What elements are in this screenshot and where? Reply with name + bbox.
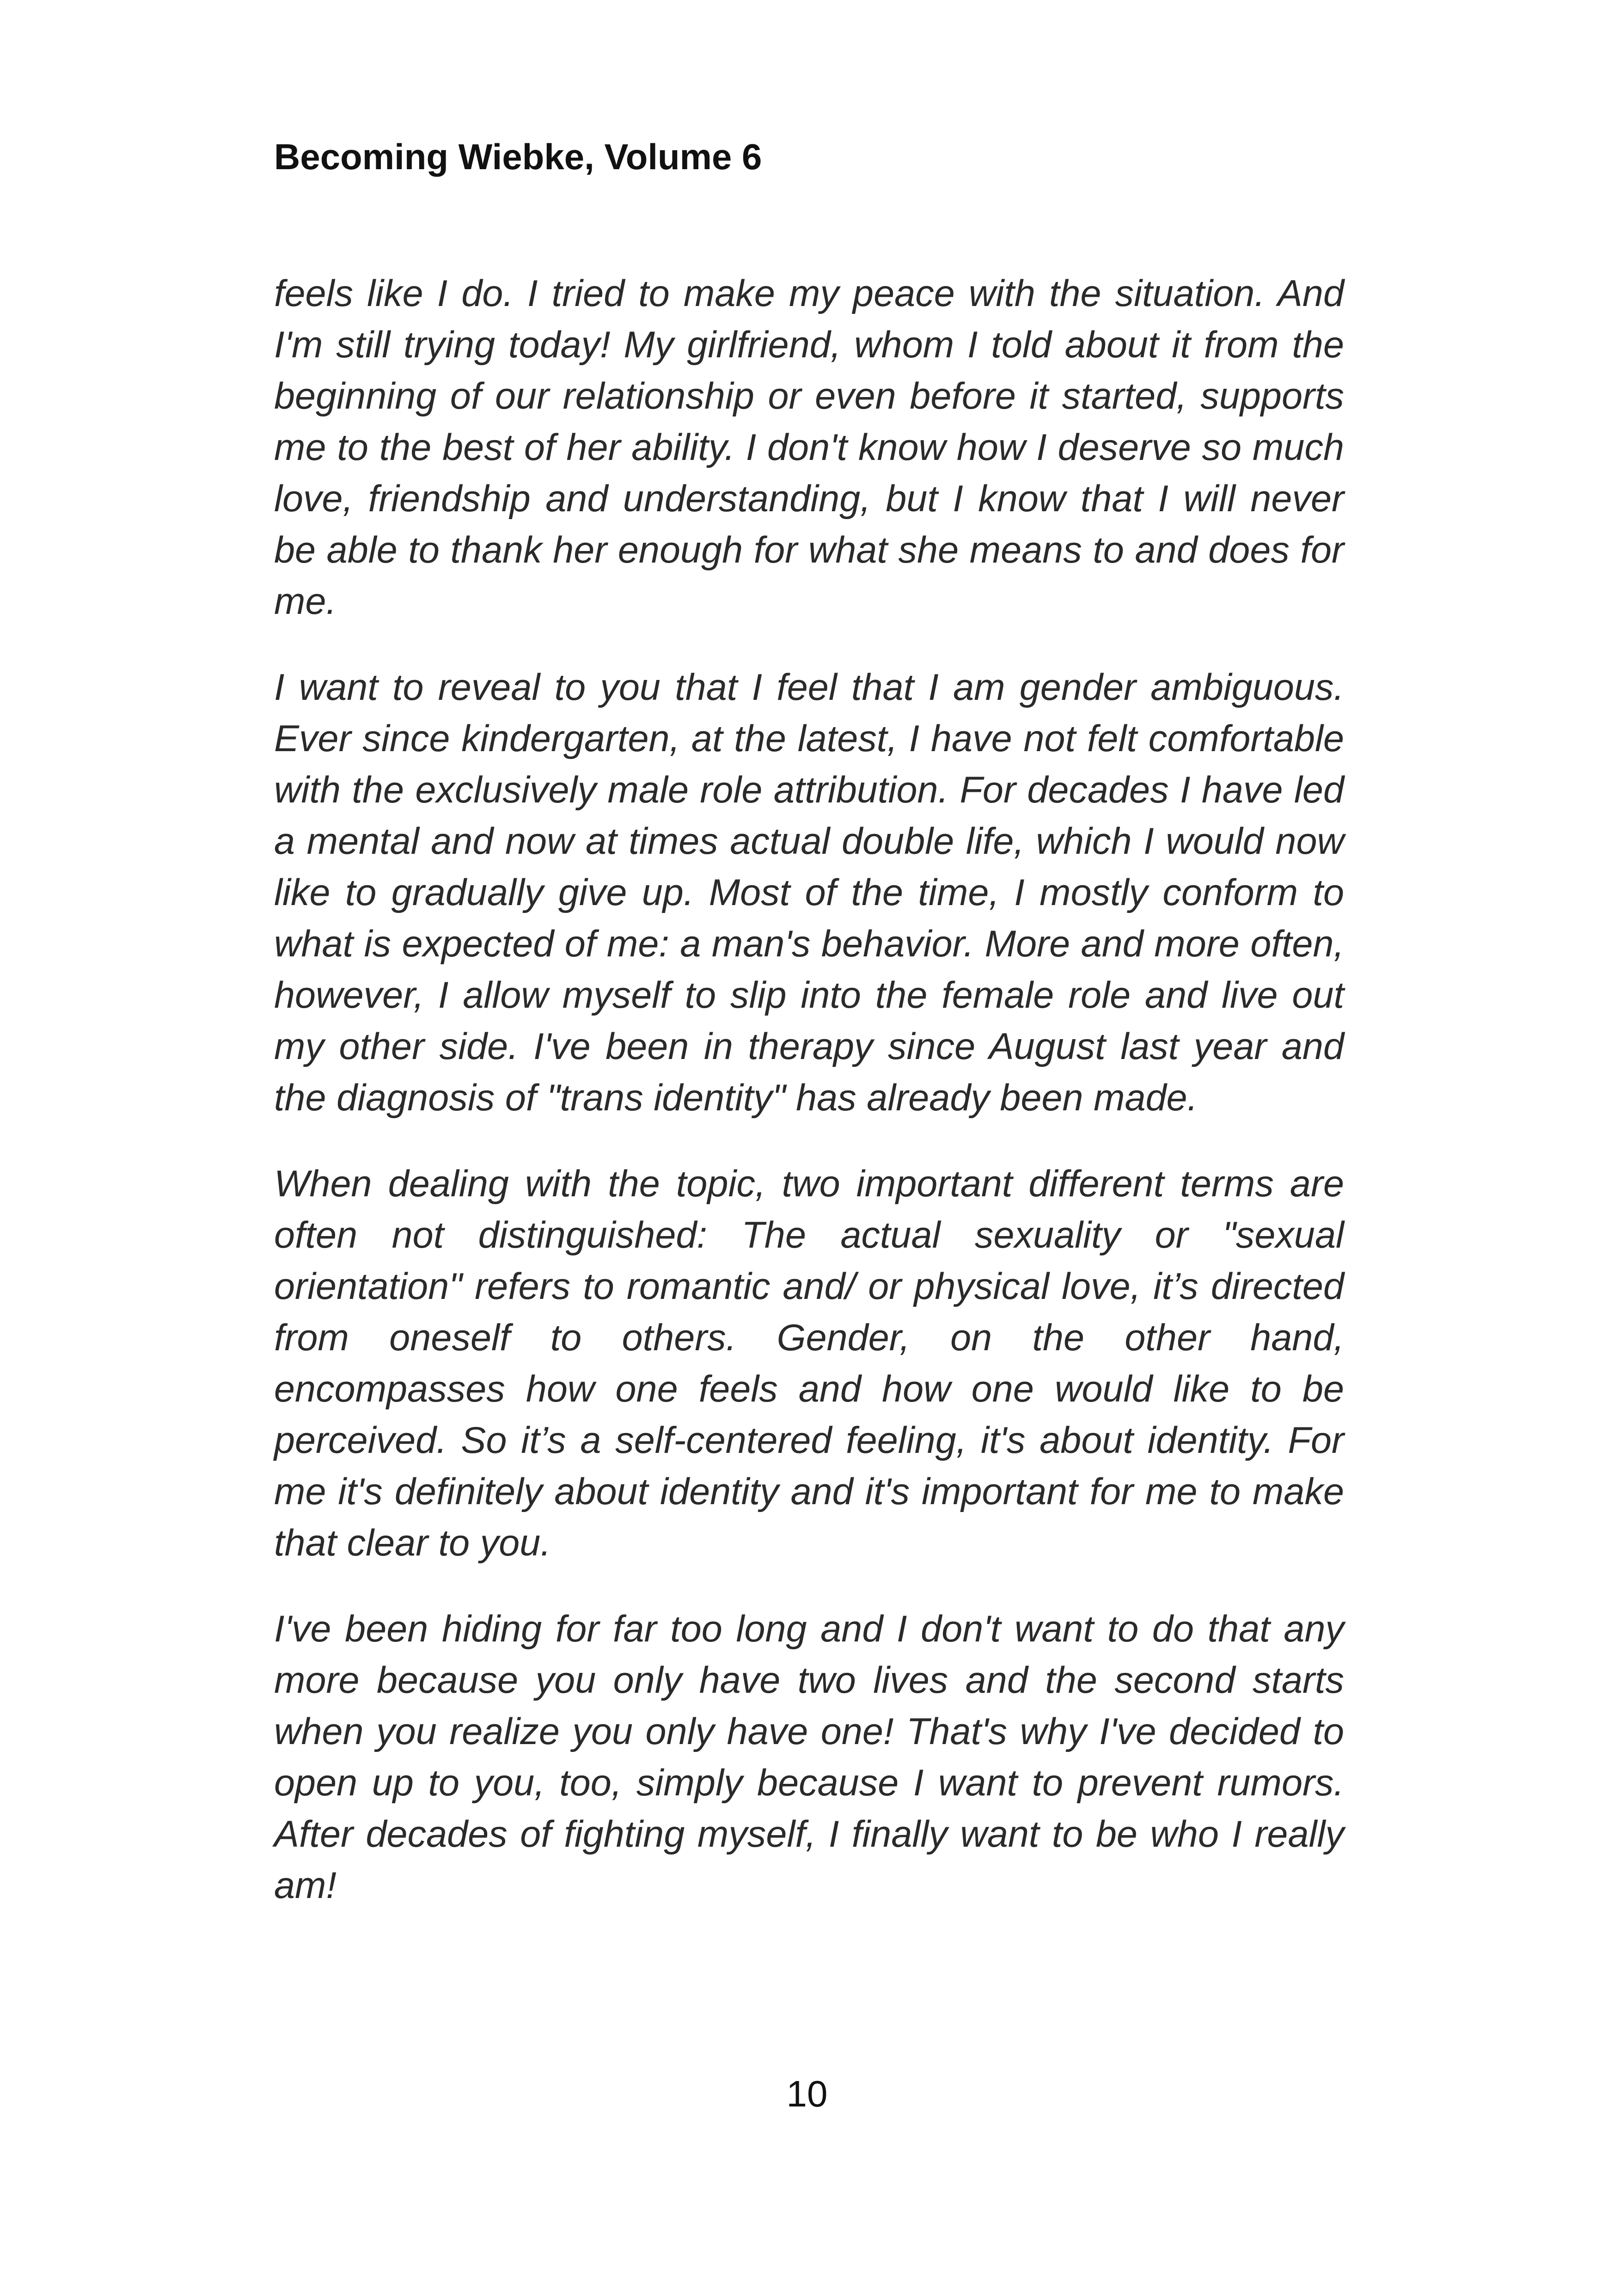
paragraph: When dealing with the topic, two important different terms are often not distinguished: The actual sexuality or "sexual orientation" refers to romantic and/ or physical love, it’s directed from oneself to others. Gender, on the other hand, encompasses how one feels and how one would like to be perceived. So it’s a self-centered feeling, it's about identity. For me it's definitely about identity and it's important for me to make that clear to you. bbox=[274, 1163, 1344, 1564]
page-number: 10 bbox=[786, 2073, 828, 2114]
running-header: Becoming Wiebke, Volume 6 bbox=[274, 136, 762, 177]
paragraph: I've been hiding for far too long and I don't want to do that any more because you only have two lives and the second starts when you realize you only have one! That's why I've decided to open up to you, too, simply because I want to prevent rumors. After decades of fighting myself, I finally want to be who I really am! bbox=[274, 1608, 1344, 1906]
paragraph: feels like I do. I tried to make my peace with the situation. And I'm still trying today! My girlfriend, whom I told about it from the beginning of our relationship or even before it started, supports me to the best of her ability. I don't know how I deserve so much love, friendship and understanding, but I know that I will never be able to thank her enough for what she means to and does for me. bbox=[274, 273, 1344, 622]
body-text bbox=[274, 268, 1344, 1911]
paragraph: I want to reveal to you that I feel that I am gender ambiguous. Ever since kindergarten, at the latest, I have not felt comfortable with the exclusively male role attribution. For decades I have led a mental and now at times actual double life, which I would now like to gradually give up. Most of the time, I mostly conform to what is expected of me: a man's behavior. More and more often, however, I allow myself to slip into the female role and live out my other side. I've been in therapy since August last year and the diagnosis of "trans identity" has already been made. bbox=[274, 667, 1344, 1119]
